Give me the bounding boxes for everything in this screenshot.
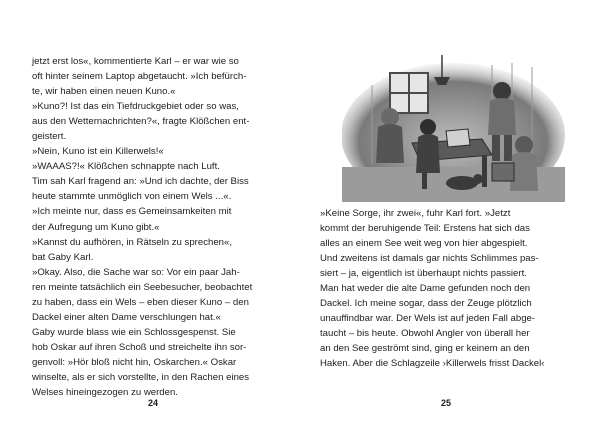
text-line: »Ich meinte nur, dass es Gemeinsamkeiten mit [32,206,232,218]
text-line: taucht – bis heute. Obwohl Angler von überall her [320,328,530,340]
text-line: »Kannst du aufhören, in Rätseln zu sprechen«, [32,236,233,248]
text-line: an den See geströmt sind, ging er keinem an den [320,343,530,355]
text-line: winselte, als er sich vorstellte, in den Rachen eines [32,371,250,383]
text-line: oft hinter seinem Laptop abgetaucht. »Ich befürch- [32,71,247,83]
text-line: Und zweitens ist damals gar nichts Schlimmes pas- [320,253,539,265]
text-line: »Okay. Also, die Sache war so: Vor ein paar Jah- [32,266,240,278]
text-line: geistert. [32,131,67,143]
text-line: zu haben, dass ein Wels – eben dieser Kuno – den [32,296,249,308]
text-line: Man hat weder die alte Dame gefunden noch den [320,283,531,295]
text-line: aus den Wetternachrichten?«, fragte Klößchen ent- [32,116,250,128]
text-line: Haken. Aber die Schlagzeile ›Killerwels frisst Dackel‹ [320,358,545,370]
text-line: »WAAAS?!« Klößchen schnappte nach Luft. [32,161,220,173]
text-line: Welses hineingezogen zu werden. [32,387,178,399]
text-line: genvoll: »Hör bloß nicht hin, Oskarchen.« Oskar [32,356,237,368]
text-line: siert – ja, eigentlich ist überhaupt nichts passiert. [320,268,527,280]
text-line: heute stammte unmöglich von einem Wels ...«. [32,191,232,203]
text-line: der Aufregung um Kuno gibt.« [32,221,160,233]
text-line: unauffindbar war. Der Wels ist auf jeden Fall abge- [320,313,536,325]
text-line: Dackel. Ich meine sogar, dass der Zeuge plötzlich [320,298,532,310]
text-line: »Keine Sorge, ihr zwei«, fuhr Karl fort. »Jetzt [320,208,511,219]
text-line: »Nein, Kuno ist ein Killerwels!« [32,146,164,158]
page-number: 24 [148,398,159,408]
text-line: alles an einem See weit weg von hier abgespielt. [320,238,528,250]
right-page-text [320,206,568,372]
text-line: te, wir haben einen neuen Kuno.« [32,86,176,98]
text-line: Gaby wurde blass wie ein Schlossgespenst. Sie [32,326,236,338]
text-line: Tim sah Karl fragend an: »Und ich dachte, der Biss [32,176,249,188]
text-line: kommt der beruhigende Teil: Erstens hat sich das [320,223,530,235]
text-line: jetzt erst los«, kommentierte Karl – er war wie so [32,56,239,67]
text-line: ren meinte tatsächlich ein Seebesucher, beobachtet [32,281,253,293]
text-line: »Kuno?! Ist das ein Tiefdruckgebiet oder so was, [32,101,239,113]
text-line: bat Gaby Karl. [32,251,94,263]
text-line: Dackel einer alten Dame verschlungen hat.« [32,311,221,323]
page-number: 25 [441,398,452,408]
text-line: hob Oskar auf ihren Schoß und streichelte ihn sor- [32,341,247,353]
